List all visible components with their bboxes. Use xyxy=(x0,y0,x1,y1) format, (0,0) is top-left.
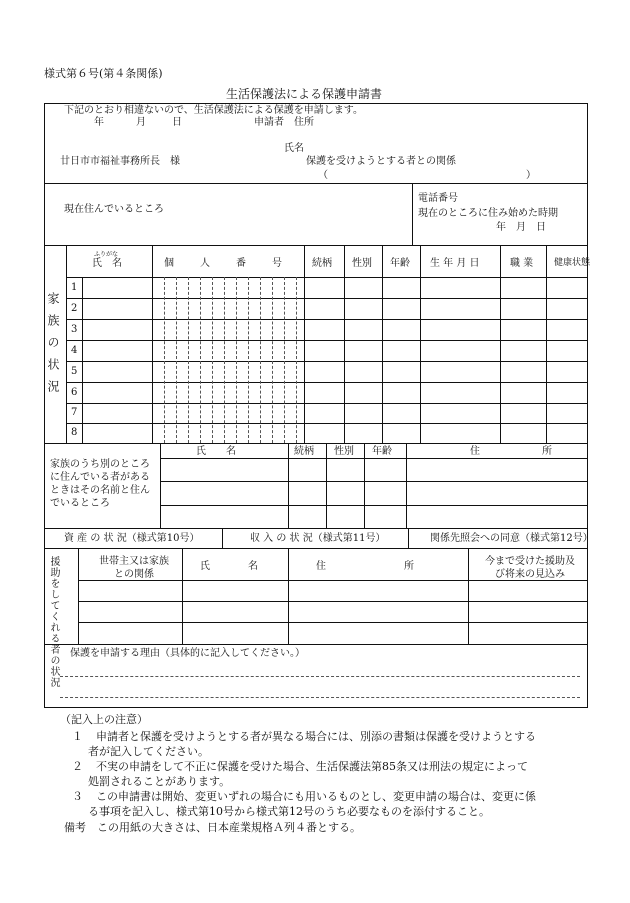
consent-label: 関係先照会への同意（様式第12号） xyxy=(430,533,593,544)
family-header-health: 健康状態 xyxy=(554,258,591,268)
separated-label: 家族のうち別のところに住んでいる者があるときはその名前と住んでいるところ xyxy=(50,459,150,509)
family-header-age: 年齢 xyxy=(390,258,410,269)
note-2-num: ２ xyxy=(72,760,83,773)
support-header-assistance: 今まで受けた援助及び将来の見込み xyxy=(485,556,575,580)
family-row-3: 3 xyxy=(71,324,78,335)
current-address-label: 現在住んでいるところ xyxy=(64,204,164,215)
family-row-6: 6 xyxy=(71,387,78,398)
separated-header-age: 年齢 xyxy=(372,446,392,457)
reason-label: 保護を申請する理由（具体的に記入してください。） xyxy=(70,648,305,659)
separated-header-name: 氏 名 xyxy=(196,446,236,457)
date-day: 日 xyxy=(172,117,182,128)
notes-heading: （記入上の注意） xyxy=(60,713,148,726)
page-title: 生活保護法による保護申請書 xyxy=(226,87,383,101)
intro-text: 下記のとおり相違ないので、生活保護法による保護を申請します。 xyxy=(64,105,363,116)
support-header-address: 住 所 xyxy=(316,561,426,572)
family-header-name: 氏 名 xyxy=(92,258,122,269)
support-header-name: 氏 名 xyxy=(200,561,264,572)
separated-header-address: 住 所 xyxy=(470,446,560,457)
paren-open: （ xyxy=(318,170,328,181)
phone-label: 電話番号 xyxy=(418,193,458,204)
family-row-8: 8 xyxy=(71,427,78,438)
date-month: 月 xyxy=(136,117,146,128)
paren-close: ） xyxy=(526,170,536,181)
family-header-job: 職 業 xyxy=(510,258,534,269)
remark: 備考 この用紙の大きさは、日本産業規格Ａ列４番とする。 xyxy=(64,821,361,834)
note-3-num: ３ xyxy=(72,790,83,803)
addressee: 廿日市市福祉事務所長 様 xyxy=(60,156,180,167)
family-row-7: 7 xyxy=(71,407,78,418)
family-header-id: 個 人 番 号 xyxy=(164,258,290,269)
support-side-label: 援助をしてくれる者の状況 xyxy=(48,556,59,688)
family-row-4: 4 xyxy=(71,345,78,356)
furigana-label: ふりがな xyxy=(94,251,119,258)
since-date: 年 月 日 xyxy=(496,222,546,233)
note-2-text: 不実の申請をして不正に保護を受けた場合、生活保護法第85条又は刑法の規定によって処罰されることがあります。 xyxy=(88,760,528,788)
form-frame xyxy=(44,103,591,708)
family-row-5: 5 xyxy=(71,366,78,377)
date-year: 年 xyxy=(94,117,104,128)
family-row-1: 1 xyxy=(71,282,78,293)
name-label: 氏名 xyxy=(284,143,304,154)
separated-header-sex: 性別 xyxy=(334,446,354,457)
form-number: 様式第６号(第４条関係) xyxy=(44,67,163,80)
family-header-sex: 性別 xyxy=(352,258,372,269)
support-header-relation: 世帯主又は家族との関係 xyxy=(99,556,169,580)
separated-header-relation: 続柄 xyxy=(294,446,314,457)
family-side-label: 家族の状況 xyxy=(46,292,60,402)
note-3-text: この申請書は開始、変更いずれの場合にも用いるものとし、変更申請の場合は、変更に係る事項を記入し、様式第10号から様式第12号のうち必要なものを添付すること。 xyxy=(88,790,536,818)
since-label: 現在のところに住み始めた時期 xyxy=(418,208,558,219)
family-row-2: 2 xyxy=(71,303,78,314)
relation-label: 保護を受けようとする者との関係 xyxy=(306,156,456,167)
note-1-text: 申請者と保護を受けようとする者が異なる場合には、別添の書類は保護を受けようとする者が記入してください。 xyxy=(88,730,536,758)
family-header-relation: 続柄 xyxy=(312,258,332,269)
applicant-address-label: 申請者 住所 xyxy=(254,117,314,128)
family-header-birth: 生 年 月 日 xyxy=(430,258,480,269)
note-1-num: １ xyxy=(72,730,83,743)
income-label: 収 入 の 状 況（様式第11号） xyxy=(250,533,386,544)
assets-label: 資 産 の 状 況（様式第10号） xyxy=(64,533,200,544)
